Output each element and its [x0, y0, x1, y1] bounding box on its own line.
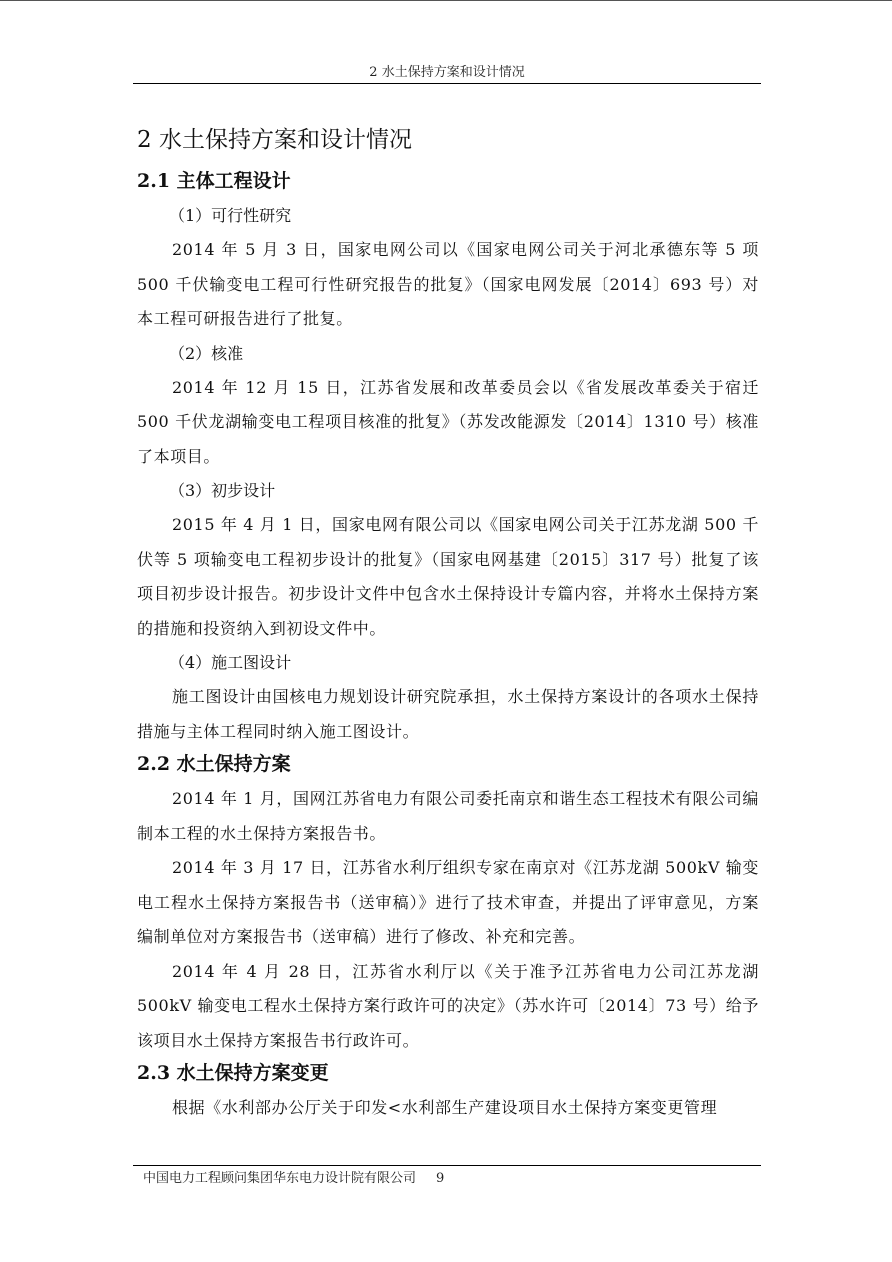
section-2-2: [137, 749, 759, 1058]
paragraph: 2015 年 4 月 1 日，国家电网有限公司以《国家电网公司关于江苏龙湖 500 千伏等 5 项输变电工程初步设计的批复》（国家电网基建〔2015〕317 号）批复了该项目初步设计报告。初步设计文件中包含水土保持设计专篇内容，并将水土保持方案的措施和投资纳入到初设文件中。: [137, 515, 759, 638]
paragraph: 2014 年 4 月 28 日，江苏省水利厅以《关于准予江苏省电力公司江苏龙湖 500kV 输变电工程水土保持方案行政许可的决定》（苏水许可〔2014〕73 号）给予该项目水土保持方案报告书行政许可。: [137, 961, 759, 1050]
section-title: 2.2 水土保持方案: [137, 753, 291, 775]
section-2-3: [137, 1058, 759, 1126]
running-header: 2 水土保持方案和设计情况: [369, 65, 525, 80]
subheading-construction-drawing: （4）施工图设计: [169, 653, 292, 672]
subheading-approval: （2）核准: [169, 343, 244, 363]
paragraph: 2014 年 1 月，国网江苏省电力有限公司委托南京和谐生态工程技术有限公司编制本工程的水土保持方案报告书。: [137, 789, 759, 843]
page-top-border: [0, 0, 892, 1]
paragraph: 施工图设计由国核电力规划设计研究院承担，水土保持方案设计的各项水土保持措施与主体工程同时纳入施工图设计。: [137, 687, 759, 741]
footer-organization: 中国电力工程顾问集团华东电力设计院有限公司: [143, 1171, 417, 1186]
header-rule: [133, 83, 761, 84]
paragraph: 2014 年 3 月 17 日，江苏省水利厅组织专家在南京对《江苏龙湖 500kV 输变电工程水土保持方案报告书（送审稿）》进行了技术审查，并提出了评审意见，方案编制单位对方案报告书（送审稿）进行了修改、补充和完善。: [137, 858, 759, 946]
page-number: 9: [436, 1171, 445, 1186]
subheading-preliminary-design: （3）初步设计: [169, 481, 276, 500]
paragraph: 2014 年 5 月 3 日，国家电网公司以《国家电网公司关于河北承德东等 5 项 500 千伏输变电工程可行性研究报告的批复》（国家电网发展〔2014〕693 号）对本工程可研报告进行了批复。: [137, 240, 759, 328]
section-title: 2.1 主体工程设计: [137, 170, 291, 192]
chapter-title: 2 水土保持方案和设计情况: [137, 127, 412, 153]
page-footer: [143, 1170, 444, 1188]
paragraph: 2014 年 12 月 15 日，江苏省发展和改革委员会以《省发展改革委关于宿迁 500 千伏龙湖输变电工程项目核准的批复》（苏发改能源发〔2014〕1310 号）核准了本项目。: [137, 377, 759, 466]
subheading-feasibility: （1）可行性研究: [169, 206, 292, 225]
document-body: [137, 120, 759, 1126]
footer-rule: [133, 1165, 761, 1166]
paragraph: 根据《水利部办公厅关于印发<水利部生产建设项目水土保持方案变更管理: [172, 1098, 718, 1117]
section-2-1: [137, 166, 759, 749]
section-title: 2.3 水土保持方案变更: [137, 1062, 329, 1084]
